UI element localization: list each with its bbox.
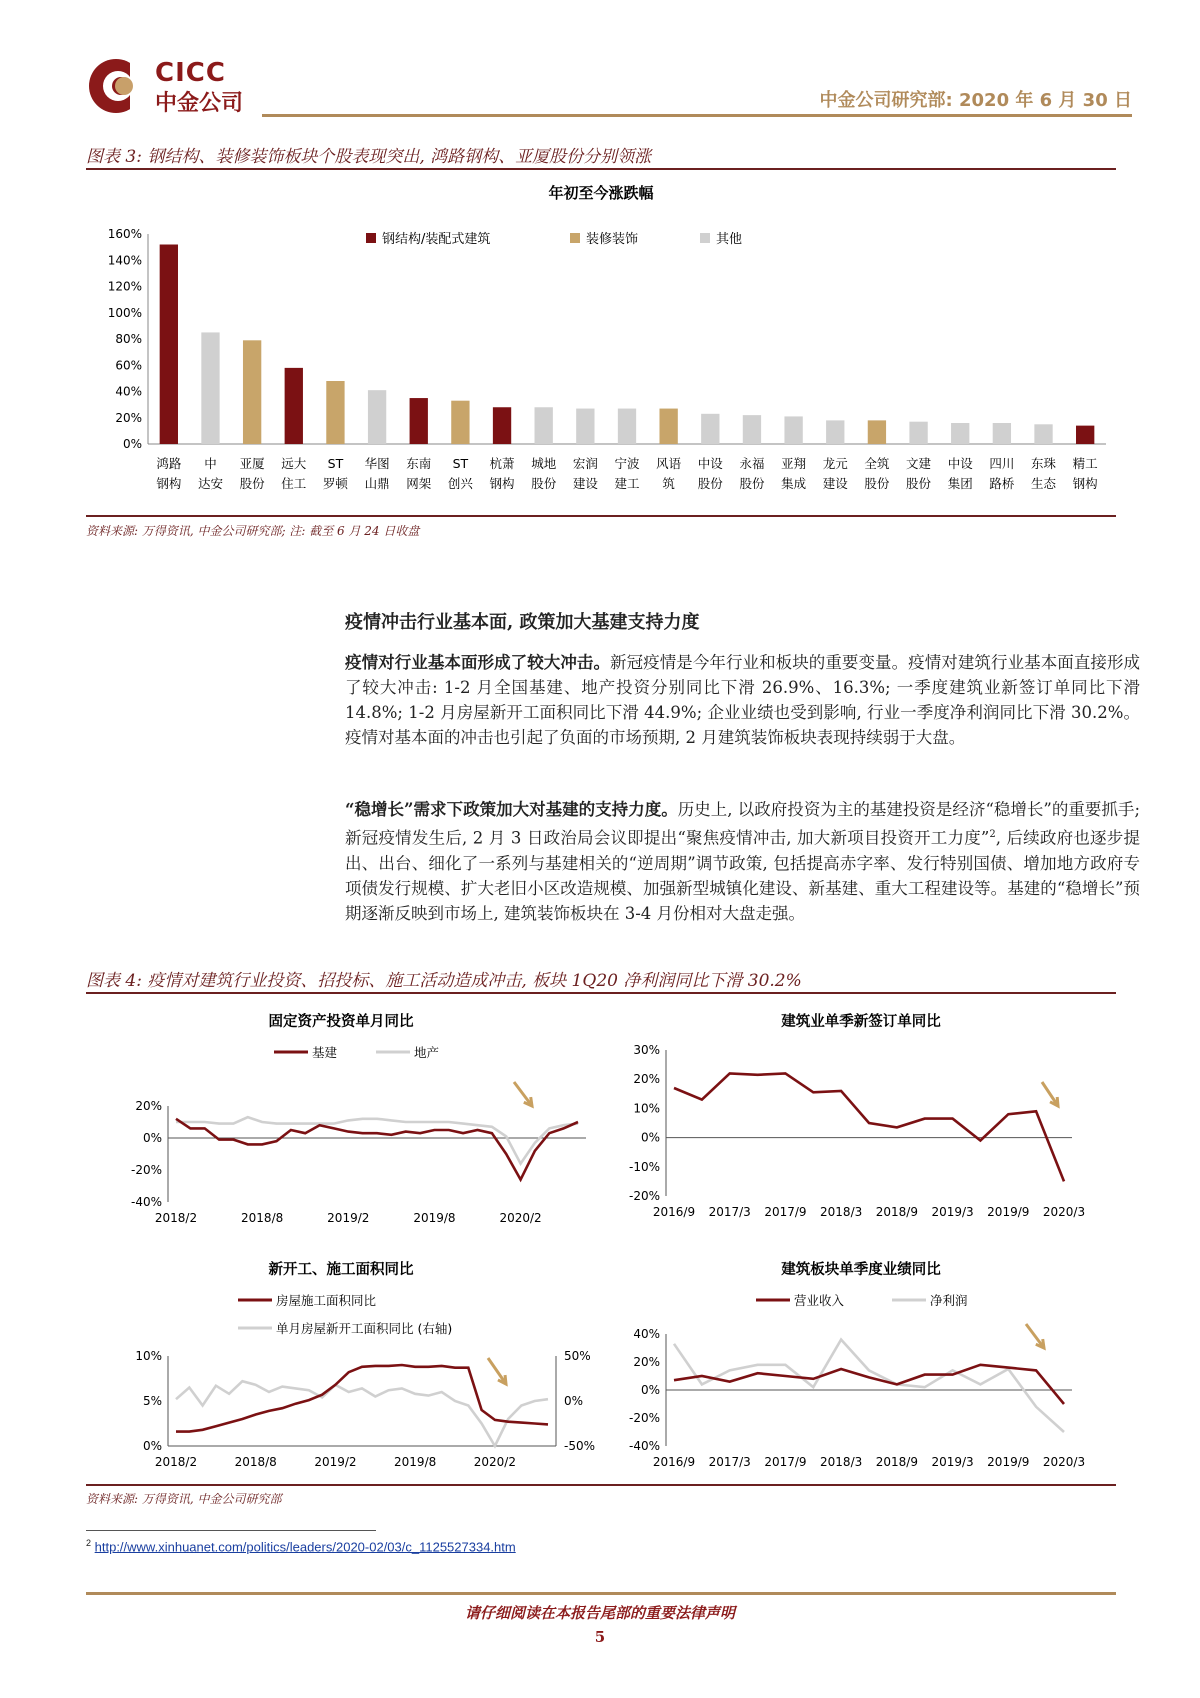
y-tick-label: -40% <box>130 1195 162 1209</box>
x-tick-label: 2018/9 <box>875 1205 918 1219</box>
x-tick-label: 2016/9 <box>652 1455 696 1469</box>
bar-19 <box>951 423 969 444</box>
legend-label-deco: 装修装饰 <box>586 232 639 247</box>
bar-x-tick-label: 建设 <box>822 476 848 491</box>
legend-swatch-steel <box>366 233 376 243</box>
bar-17 <box>868 420 886 444</box>
bar-x-tick-label: 钢构 <box>489 476 515 491</box>
bar-9 <box>535 407 553 444</box>
x-tick-label: 2018/2 <box>154 1455 198 1469</box>
logo-text-cn: 中金公司 <box>155 91 244 116</box>
x-tick-label: 2020/3 <box>1042 1205 1086 1219</box>
bar-x-tick-label: 创兴 <box>447 476 473 491</box>
bar-14 <box>743 415 761 444</box>
footnote-ref[interactable]: 2 <box>989 829 996 840</box>
figure4-source: 资料来源: 万得资讯, 中金公司研究部 <box>86 1492 282 1506</box>
figure4-source-rule <box>86 1484 1116 1486</box>
y-tick-label: -40% <box>628 1439 660 1453</box>
bar-x-tick-label: 股份 <box>531 476 557 491</box>
bar-20 <box>993 423 1011 444</box>
legend-label-1: 净利润 <box>930 1293 968 1308</box>
bar-y-tick-label: 160% <box>107 227 142 241</box>
x-tick-label: 2018/3 <box>820 1455 863 1469</box>
header-date: 中金公司研究部: 2020 年 6 月 30 日 <box>819 90 1132 111</box>
figure4-title: 图表 4: 疫情对建筑行业投资、招投标、施工活动造成冲击, 板块 1Q20 净利润同比下滑 30.2% <box>86 971 802 991</box>
bar-x-tick-label: 集成 <box>781 476 807 491</box>
figure4-title-rule <box>86 992 1116 994</box>
y-tick-label: 10% <box>135 1349 162 1363</box>
figure3-source-rule <box>86 515 1116 517</box>
y-tick-label: 5% <box>142 1394 162 1408</box>
legend-label-1: 地产 <box>414 1045 440 1060</box>
bar-chart-title: 年初至今涨跌幅 <box>548 184 654 202</box>
y-tick-label: 0% <box>640 1130 660 1145</box>
construction-area-chart <box>86 1248 596 1473</box>
cicc-logo-icon <box>88 58 144 114</box>
bar-y-tick-label: 120% <box>107 279 142 294</box>
y-right-tick-label: -50% <box>564 1439 596 1453</box>
trend-arrow <box>1026 1324 1044 1348</box>
page-number: 5 <box>594 1628 606 1646</box>
bar-x-tick-label: 龙元 <box>822 456 848 471</box>
y-tick-label: 40% <box>633 1327 660 1341</box>
y-tick-label: 20% <box>633 1355 660 1369</box>
trend-arrow <box>488 1358 506 1384</box>
bar-x-tick-label: 股份 <box>697 476 723 491</box>
bar-x-tick-label: 集团 <box>947 476 973 491</box>
bar-x-tick-label: 亚翔 <box>781 456 807 471</box>
bar-x-tick-label: 全筑 <box>864 456 890 471</box>
sector-performance-chart <box>606 1248 1116 1473</box>
figure3-title: 图表 3: 钢结构、装修装饰板块个股表现突出, 鸿路钢构、亚厦股份分别领涨 <box>86 147 652 167</box>
bar-y-tick-label: 0% <box>122 437 142 451</box>
bar-x-tick-label: 达安 <box>197 476 223 491</box>
bar-5 <box>368 390 386 444</box>
x-tick-label: 2017/3 <box>708 1205 751 1219</box>
y-tick-label: -20% <box>130 1163 162 1177</box>
new-orders-chart <box>606 1000 1116 1240</box>
bar-18 <box>909 422 927 444</box>
paragraph-2-lead: “稳增长”需求下政策加大对基建的支持力度。 <box>345 800 678 819</box>
bar-16 <box>826 420 844 444</box>
y-tick-label: 20% <box>135 1099 162 1113</box>
series-line-1 <box>674 1340 1064 1432</box>
bar-12 <box>659 409 677 444</box>
bar-21 <box>1034 424 1052 444</box>
bar-3 <box>285 368 303 444</box>
paragraph-2-text: 历史上, 以政府投资为主的基建投资是经济“稳增长”的重要抓手; 新冠疫情发生后, 2 月 3 日政治局会议即提出“聚焦疫情冲击, 加大新项目投资开工力度” <box>345 800 1140 848</box>
bar-10 <box>576 409 594 444</box>
bar-x-tick-label: 远大 <box>281 456 307 471</box>
x-tick-label: 2020/2 <box>499 1211 542 1225</box>
bar-x-tick-label: 钢构 <box>1072 476 1098 491</box>
bar-x-tick-label: 宁波 <box>614 456 640 471</box>
bar-x-tick-label: 鸿路 <box>156 456 182 471</box>
trend-arrow <box>514 1082 532 1106</box>
bar-x-tick-label: 城地 <box>531 456 557 471</box>
x-tick-label: 2017/9 <box>764 1205 807 1219</box>
bar-x-tick-label: 东南 <box>406 456 432 471</box>
x-tick-label: 2019/2 <box>314 1455 357 1469</box>
bar-x-tick-label: 股份 <box>239 476 265 491</box>
y-tick-label: 20% <box>633 1072 660 1087</box>
line-chart-title: 建筑业单季新签订单同比 <box>781 1014 941 1030</box>
bar-y-tick-label: 140% <box>107 253 142 268</box>
paragraph-2-text-cont: , 后续政府也逐步提出、出台、细化了一系列与基建相关的“逆周期”调节政策, 包括提高赤字率、发行特别国债、增加地方政府专项债发行规模、扩大老旧小区改造规模、加强新型城镇化建设、新基建、重大工程建设等。基建的“稳增长”预期逐渐反映到市场上, 建筑装饰板块在 3-4 月份相对大盘走强。 <box>345 828 1140 923</box>
legend-label-other: 其他 <box>716 232 743 247</box>
x-tick-label: 2016/9 <box>652 1205 696 1219</box>
footnote-rule <box>86 1530 376 1531</box>
legend-label-0: 房屋施工面积同比 <box>276 1293 377 1308</box>
paragraph-2 <box>345 797 1140 926</box>
paragraph-1-lead: 疫情对行业基本面形成了较大冲击。 <box>345 653 611 672</box>
bar-6 <box>410 398 428 444</box>
bar-y-tick-label: 80% <box>115 332 142 346</box>
section-heading: 疫情冲击行业基本面, 政策加大基建支持力度 <box>345 612 700 633</box>
y-right-tick-label: 50% <box>564 1349 591 1363</box>
x-tick-label: 2018/9 <box>875 1455 918 1469</box>
bar-x-tick-label: 东珠 <box>1031 456 1057 471</box>
bar-y-tick-label: 60% <box>115 358 142 373</box>
y-tick-label: -20% <box>628 1411 660 1425</box>
bar-7 <box>451 401 469 444</box>
bar-x-tick-label: 亚厦 <box>239 456 265 471</box>
bar-x-tick-label: 钢构 <box>156 476 182 491</box>
paragraph-1 <box>345 650 1140 750</box>
bar-13 <box>701 414 719 444</box>
figure3-title-rule <box>86 168 1116 170</box>
bar-y-tick-label: 40% <box>115 384 142 399</box>
y-tick-label: -10% <box>628 1159 660 1174</box>
series-line-1 <box>176 1381 548 1446</box>
x-tick-label: 2019/3 <box>931 1205 974 1219</box>
y-tick-label: 0% <box>142 1131 162 1145</box>
x-tick-label: 2017/3 <box>708 1455 751 1469</box>
y-tick-label: 30% <box>633 1043 660 1057</box>
footer-rule <box>86 1592 1116 1595</box>
bar-x-tick-label: 精工 <box>1072 456 1098 471</box>
x-tick-label: 2018/3 <box>820 1205 863 1219</box>
line-chart-title: 建筑板块单季度业绩同比 <box>781 1262 941 1278</box>
bar-11 <box>618 409 636 444</box>
bar-x-tick-label: 路桥 <box>989 476 1015 491</box>
bar-x-tick-label: 股份 <box>739 476 765 491</box>
x-tick-label: 2019/9 <box>987 1455 1030 1469</box>
bar-x-tick-label: 网架 <box>406 476 432 491</box>
bar-1 <box>201 332 219 444</box>
bar-x-tick-label: 文建 <box>906 456 932 471</box>
x-tick-label: 2018/8 <box>234 1455 277 1469</box>
legal-disclaimer[interactable]: 请仔细阅读在本报告尾部的重要法律声明 <box>464 1604 735 1622</box>
bar-x-tick-label: 生态 <box>1031 476 1057 491</box>
x-tick-label: 2019/8 <box>394 1455 437 1469</box>
bar-x-tick-label: 筑 <box>662 476 675 491</box>
bar-x-tick-label: 股份 <box>864 476 890 491</box>
series-line-0 <box>176 1119 578 1180</box>
footnote-number: 2 <box>86 1538 92 1548</box>
bar-x-tick-label: 宏润 <box>572 456 598 471</box>
bar-4 <box>326 381 344 444</box>
ytd-performance-bar-chart <box>86 178 1116 508</box>
x-tick-label: 2018/8 <box>241 1211 284 1225</box>
line-chart-title: 新开工、施工面积同比 <box>268 1262 414 1278</box>
x-tick-label: 2019/8 <box>413 1211 456 1225</box>
header-rule <box>262 114 1132 117</box>
x-tick-label: 2018/2 <box>154 1211 198 1225</box>
bar-x-tick-label: 中 <box>204 456 217 471</box>
bar-x-tick-label: 华图 <box>364 456 390 471</box>
bar-x-tick-label: ST <box>452 456 469 471</box>
legend-label-1: 单月房屋新开工面积同比 (右轴) <box>276 1321 453 1336</box>
bar-x-tick-label: 山鼎 <box>364 476 390 491</box>
legend-swatch-deco <box>570 233 580 243</box>
x-tick-label: 2019/2 <box>327 1211 370 1225</box>
x-tick-label: 2019/3 <box>931 1455 974 1469</box>
bar-x-tick-label: 永福 <box>739 456 765 471</box>
x-tick-label: 2020/2 <box>473 1455 516 1469</box>
bar-15 <box>784 416 802 444</box>
fixed-asset-investment-chart <box>86 1000 596 1240</box>
bar-x-tick-label: 杭萧 <box>489 456 515 471</box>
y-right-tick-label: 0% <box>564 1394 584 1408</box>
bar-2 <box>243 340 261 444</box>
bar-x-tick-label: ST <box>327 456 344 471</box>
y-tick-label: 0% <box>640 1383 660 1397</box>
y-tick-label: 10% <box>633 1101 660 1116</box>
series-line-0 <box>674 1073 1064 1181</box>
footnote <box>86 1538 516 1554</box>
bar-x-tick-label: 中设 <box>697 456 723 471</box>
bar-y-tick-label: 100% <box>107 305 142 320</box>
bar-x-tick-label: 风语 <box>656 456 682 471</box>
x-tick-label: 2020/3 <box>1042 1455 1086 1469</box>
x-tick-label: 2019/9 <box>987 1205 1030 1219</box>
legend-label-0: 基建 <box>312 1045 338 1060</box>
y-tick-label: -20% <box>628 1189 660 1203</box>
series-line-0 <box>176 1365 548 1432</box>
bar-y-tick-label: 20% <box>115 410 142 425</box>
bar-x-tick-label: 中设 <box>947 456 973 471</box>
bar-x-tick-label: 罗顿 <box>322 476 348 491</box>
legend-label-0: 营业收入 <box>794 1293 845 1308</box>
bar-0 <box>160 245 178 445</box>
footnote-link[interactable]: http://www.xinhuanet.com/politics/leaders/2020-02/03/c_1125527334.htm <box>94 1539 516 1555</box>
legend-swatch-other <box>700 233 710 243</box>
bar-x-tick-label: 建设 <box>572 476 598 491</box>
x-tick-label: 2017/9 <box>764 1455 807 1469</box>
bar-x-tick-label: 住工 <box>281 476 307 491</box>
bar-x-tick-label: 建工 <box>614 476 640 491</box>
bar-x-tick-label: 四川 <box>989 456 1015 471</box>
logo-text-en: CICC <box>155 58 226 88</box>
paragraph-1-text: 新冠疫情是今年行业和板块的重要变量。疫情对建筑行业基本面直接形成了较大冲击: 1-2 月全国基建、地产投资分别同比下滑 26.9%、16.3%; 一季度建筑业新签订单同比下滑 14.8%; 1-2 月房屋新开工面积同比下滑 44.9%; 企业业绩也受到影响, 行业一季度净利润同比下滑 30.2%。疫情对基本面的冲击也引起了负面的市场预期, 2 月建筑装饰板块表现持续弱于大盘。 <box>345 653 1141 747</box>
bar-x-tick-label: 股份 <box>906 476 932 491</box>
legend-label-steel: 钢结构/装配式建筑 <box>382 232 491 247</box>
y-tick-label: 0% <box>142 1439 162 1453</box>
line-chart-title: 固定资产投资单月同比 <box>268 1014 414 1030</box>
bar-8 <box>493 407 511 444</box>
bar-22 <box>1076 426 1094 444</box>
figure3-source: 资料来源: 万得资讯, 中金公司研究部; 注: 截至 6 月 24 日收盘 <box>86 524 420 538</box>
